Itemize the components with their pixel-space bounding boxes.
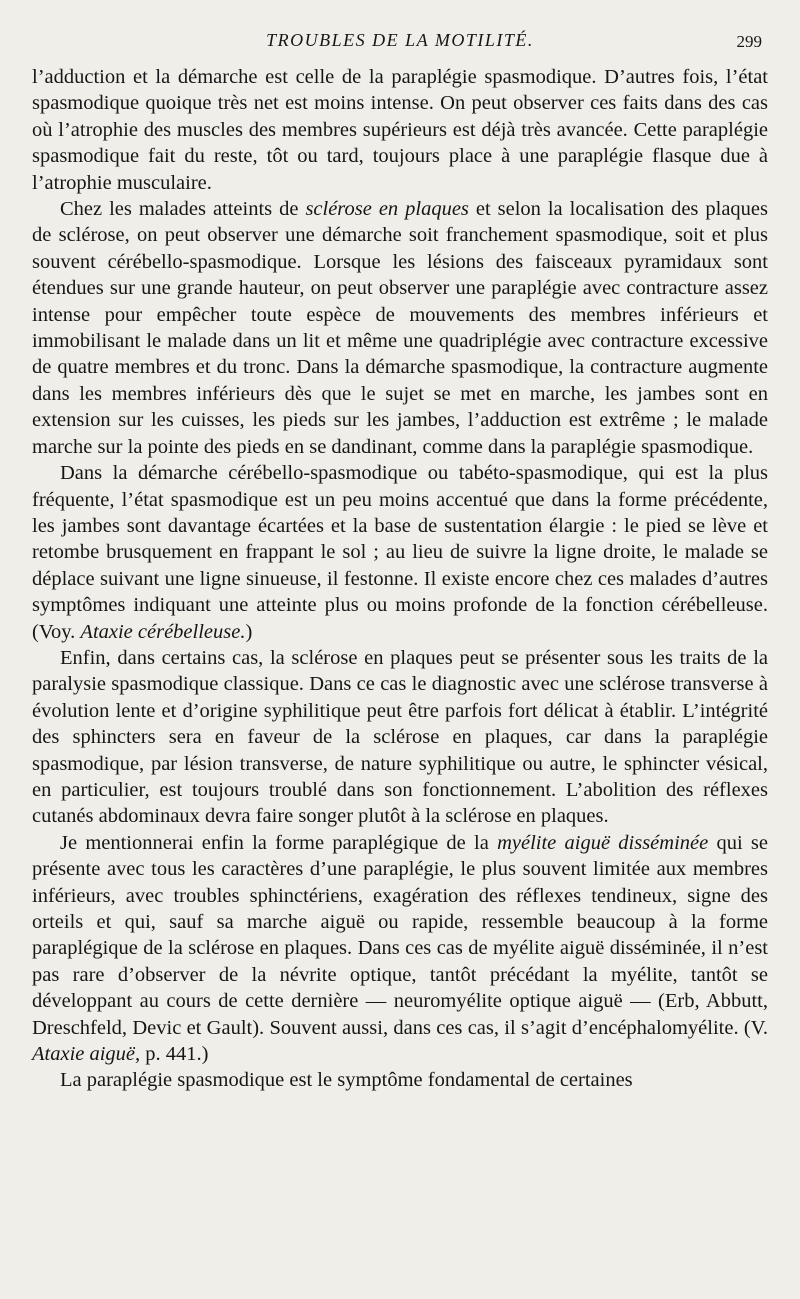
page-header — [32, 28, 768, 58]
paragraph-text: La paraplégie spasmodique est le symptôme fondamental de certaines — [60, 1069, 633, 1092]
paragraph-als-continuation — [32, 64, 768, 196]
cross-reference-ataxie-aigue: Ataxie aiguë — [32, 1043, 136, 1066]
paragraph-text-lead: Je mentionnerai enfin la forme paraplégique de la — [60, 831, 498, 854]
term-myelite-aigue-disseminee: myélite aiguë disséminée — [497, 831, 709, 854]
running-title: TROUBLES DE LA MOTILITÉ. — [266, 30, 534, 50]
paragraph-text-rest: ) — [245, 620, 253, 643]
cross-reference-ataxie-cerebelleuse: Ataxie cérébelleuse. — [80, 620, 246, 643]
paragraph-sclerose-en-plaques — [32, 196, 768, 460]
paragraph-myelite-aigue — [32, 830, 768, 1068]
page-number: 299 — [736, 32, 762, 51]
paragraph-cerebello-spasmodique — [32, 460, 768, 645]
paragraph-text-rest: et selon la localisation des plaques de sclérose, on peut observer une démarche soit franchement spasmodique, soit et plus souvent cérébello-spasmodique. Lorsque les lésions des faisceaux pyramidaux sont étendues sur une grande hauteur, on peut observer une paraplégie avec contracture assez intense pour empêcher toute espèce de mouvements des membres inférieurs et immobilisant le malade dans un lit et même une quadriplégie avec contracture excessive de quatre membres et du tronc. Dans la démarche spasmodique, la contracture augmente dans les membres inférieurs dès que le sujet se met en marche, les jambes sont en extension sur les cuisses, les pieds sur les jambes, l’adduction est extrême ; le malade marche sur la pointe des pieds en se dandinant, comme dans la paraplégie spasmodique. — [32, 198, 768, 458]
paragraph-text-lead: Chez les malades atteints de — [60, 198, 306, 221]
paragraph-text-lead: Dans la démarche cérébello-spasmodique ou tabéto-spasmodique, qui est la plus fréquente, l’état spasmodique est un peu moins accentué que dans la forme précédente, les jambes sont davantage écartées et la base de sustentation élargie : le pied se lève et retombe brusquement en frappant le sol ; au lieu de suivre la ligne droite, le malade se déplace suivant une ligne sinueuse, il festonne. Il existe encore chez ces malades d’autres symptômes indiquant une atteinte plus ou moins profonde de la fonction cérébelleuse. (Voy. — [32, 462, 768, 643]
paragraph-paraplegie-fondamental — [32, 1067, 768, 1093]
paragraph-text: l’adduction et la démarche est celle de la paraplégie spasmodique. D’autres fois, l’état spasmodique quoique très net est moins intense. On peut observer ces faits dans des cas où l’atrophie des muscles des membres supérieurs est déjà très avancée. Cette paraplégie spasmodique fait du reste, tôt ou tard, toujours place à une paraplégie flasque due à l’atrophie musculaire. — [32, 66, 768, 194]
paragraph-paralysie-classique — [32, 645, 768, 830]
term-sclerose-en-plaques: sclérose en plaques — [305, 198, 469, 221]
paragraph-text-middle: qui se présente avec tous les caractères d’une paraplégie, le plus souvent limitée aux membres inférieurs, avec troubles sphinctériens, exagération des réflexes tendineux, signe des orteils et qui, sauf sa marche aiguë ou rapide, ressemble beaucoup à la forme paraplégique de la sclérose en plaques. Dans ces cas de myélite aiguë disséminée, il n’est pas rare d’observer de la névrite optique, tantôt précédant la myélite, tantôt se développant au cours de cette dernière — neuromyélite optique aiguë — (Erb, Abbutt, Dreschfeld, Devic et Gault). Souvent aussi, dans ces cas, il s’agit d’encéphalomyélite. (V. — [32, 831, 768, 1039]
paragraph-text-rest: , p. 441.) — [135, 1043, 209, 1066]
body-text — [32, 64, 768, 1094]
paragraph-text: Enfin, dans certains cas, la sclérose en plaques peut se présenter sous les traits de la paralysie spasmodique classique. Dans ce cas le diagnostic avec une sclérose transverse à évolution lente et d’origine syphilitique peut être parfois fort délicat à établir. L’intégrité des sphincters sera en faveur de la sclérose en plaques, car dans la paraplégie spasmodique, par lésion transverse, de nature syphilitique ou autre, le sphincter vésical, en particulier, est toujours troublé dans son fonctionnement. L’abolition des réflexes cutanés abdominaux devra faire songer plutôt à la sclérose en plaques. — [32, 646, 768, 828]
